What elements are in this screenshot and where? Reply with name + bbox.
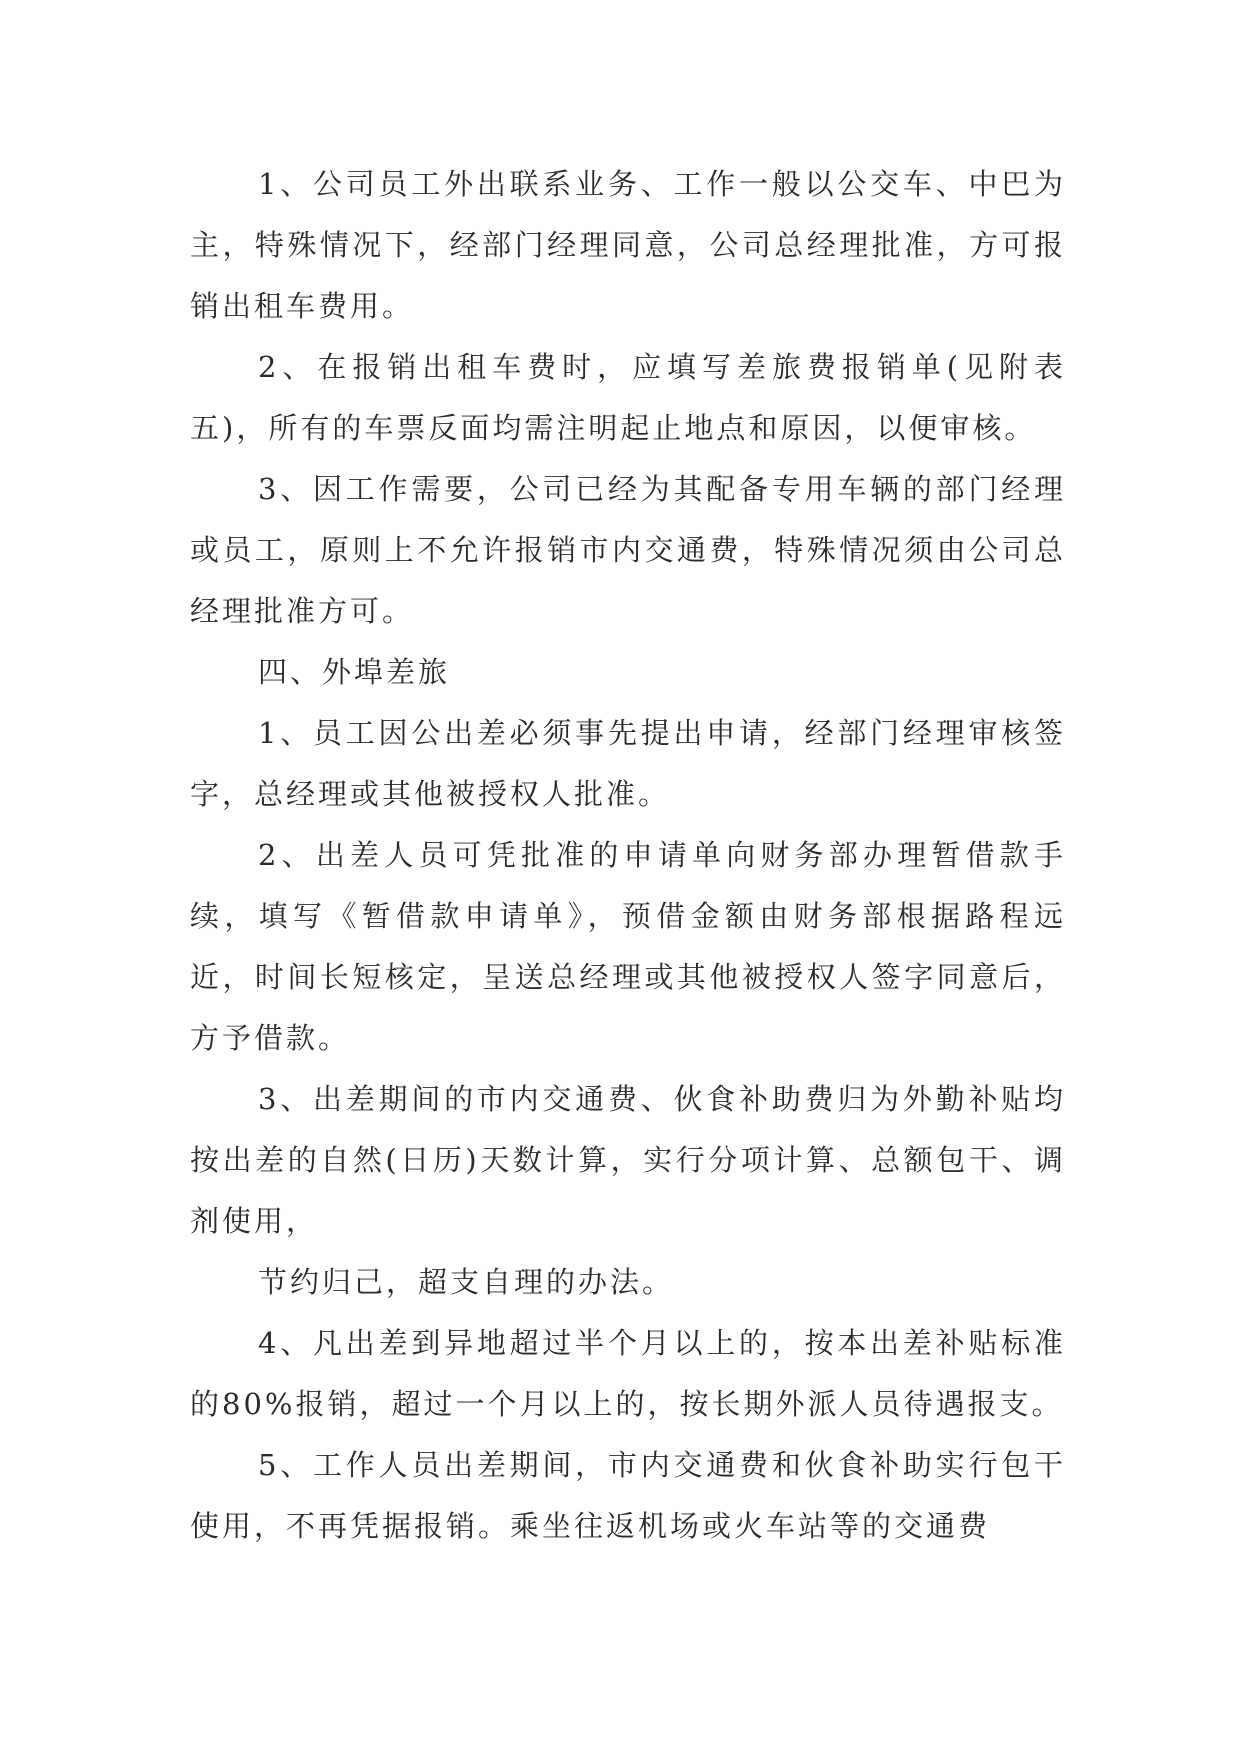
paragraph-travel-rule-4: 4、凡出差到异地超过半个月以上的，按本出差补贴标准的80%报销，超过一个月以上的，按长期外派人员待遇报支。 bbox=[190, 1326, 1066, 1421]
paragraph-travel-rule-3-continued: 节约归己，超支自理的办法。 bbox=[258, 1265, 675, 1299]
paragraph-city-transport-rule-3: 3、因工作需要，公司已经为其配备专用车辆的部门经理或员工，原则上不允许报销市内交通费，特殊情况须由公司总经理批准方可。 bbox=[190, 472, 1066, 628]
paragraph-city-transport-rule-2: 2、在报销出租车费时，应填写差旅费报销单(见附表五)，所有的车票反面均需注明起止地点和原因，以便审核。 bbox=[190, 350, 1066, 445]
paragraph-travel-rule-5: 5、工作人员出差期间，市内交通费和伙食补助实行包干使用，不再凭据报销。乘坐往返机场或火车站等的交通费 bbox=[190, 1448, 1066, 1543]
paragraph-travel-rule-1: 1、员工因公出差必须事先提出申请，经部门经理审核签字，总经理或其他被授权人批准。 bbox=[190, 716, 1066, 811]
document-body bbox=[190, 154, 1066, 1557]
paragraph-travel-rule-3: 3、出差期间的市内交通费、伙食补助费归为外勤补贴均按出差的自然(日历)天数计算，实行分项计算、总额包干、调剂使用， bbox=[190, 1082, 1066, 1238]
section-heading-out-of-town-travel: 四、外埠差旅 bbox=[258, 655, 451, 689]
paragraph-travel-rule-2: 2、出差人员可凭批准的申请单向财务部办理暂借款手续，填写《暂借款申请单》，预借金额由财务部根据路程远近，时间长短核定，呈送总经理或其他被授权人签字同意后，方予借款。 bbox=[190, 838, 1066, 1055]
paragraph-city-transport-rule-1: 1、公司员工外出联系业务、工作一般以公交车、中巴为主，特殊情况下，经部门经理同意，公司总经理批准，方可报销出租车费用。 bbox=[190, 167, 1066, 323]
